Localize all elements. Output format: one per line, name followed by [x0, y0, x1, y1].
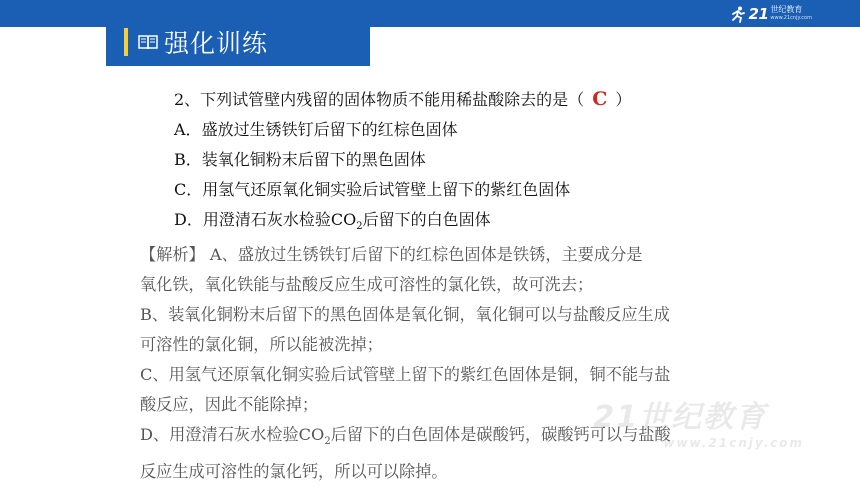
book-icon	[138, 33, 158, 51]
option-c	[174, 175, 631, 205]
logo-number: 21	[748, 5, 769, 23]
answer-letter: C	[592, 88, 608, 110]
analysis-text-before: D、用澄清石灰水检验CO	[140, 425, 325, 444]
analysis-line: C、用氢气还原氧化铜实验后试管壁上留下的紫红色固体是铜，铜不能与盐	[140, 365, 671, 384]
logo-text-group	[770, 5, 812, 23]
option-a	[174, 115, 631, 145]
runner-icon	[729, 5, 747, 23]
subscript: 2	[356, 221, 363, 233]
analysis-line: 酸反应，因此不能除掉；	[140, 395, 319, 414]
question-close-paren: ）	[615, 90, 632, 109]
logo-text: 世纪教育	[770, 5, 803, 14]
option-text: 装氧化铜粉末后留下的黑色固体	[201, 150, 426, 169]
question-stem-line	[174, 84, 631, 115]
analysis-line: 氧化铁，氧化铁能与盐酸反应生成可溶性的氯化铁，故可洗去；	[140, 275, 594, 294]
question-stem: 2、下列试管壁内残留的固体物质不能用稀盐酸除去的是（	[174, 90, 585, 109]
watermark-url: www.21cnjy.com	[663, 436, 804, 450]
subscript: 2	[324, 436, 331, 448]
option-text: 用氢气还原氧化铜实验后试管壁上留下的紫红色固体	[202, 180, 571, 199]
watermark-text: 21世纪教育	[593, 400, 768, 435]
watermark	[593, 392, 804, 450]
logo-url: www.21cnjy.com	[770, 15, 812, 21]
option-b	[174, 145, 631, 175]
title-banner	[106, 18, 370, 66]
analysis-line: 【解析】 A、盛放过生锈铁钉后留下的红棕色固体是铁锈，主要成分是	[140, 245, 643, 264]
option-text-after: 后留下的白色固体	[362, 210, 491, 229]
option-text-before: 用澄清石灰水检验CO	[202, 210, 357, 229]
option-text: 盛放过生锈铁钉后留下的红棕色固体	[201, 120, 458, 139]
option-label: B．	[174, 150, 202, 169]
option-d	[174, 205, 631, 242]
question-block	[174, 84, 631, 242]
analysis-line: 反应生成可溶性的氯化钙，所以可以除掉。	[140, 462, 448, 482]
analysis-line: 可溶性的氯化铜，所以能被洗掉；	[140, 335, 383, 354]
title-accent-bar	[124, 28, 128, 56]
analysis-line: B、装氧化铜粉末后留下的黑色固体是氧化铜，氧化铜可以与盐酸反应生成	[140, 305, 670, 324]
page-title: 强化训练	[164, 29, 269, 58]
option-label: D．	[174, 210, 203, 229]
analysis-text-after: 后留下的白色固体是碳酸钙，碳酸钙可以与盐酸	[330, 425, 671, 444]
option-label: C．	[174, 180, 203, 199]
option-label: A．	[174, 120, 202, 139]
site-logo	[729, 4, 812, 24]
